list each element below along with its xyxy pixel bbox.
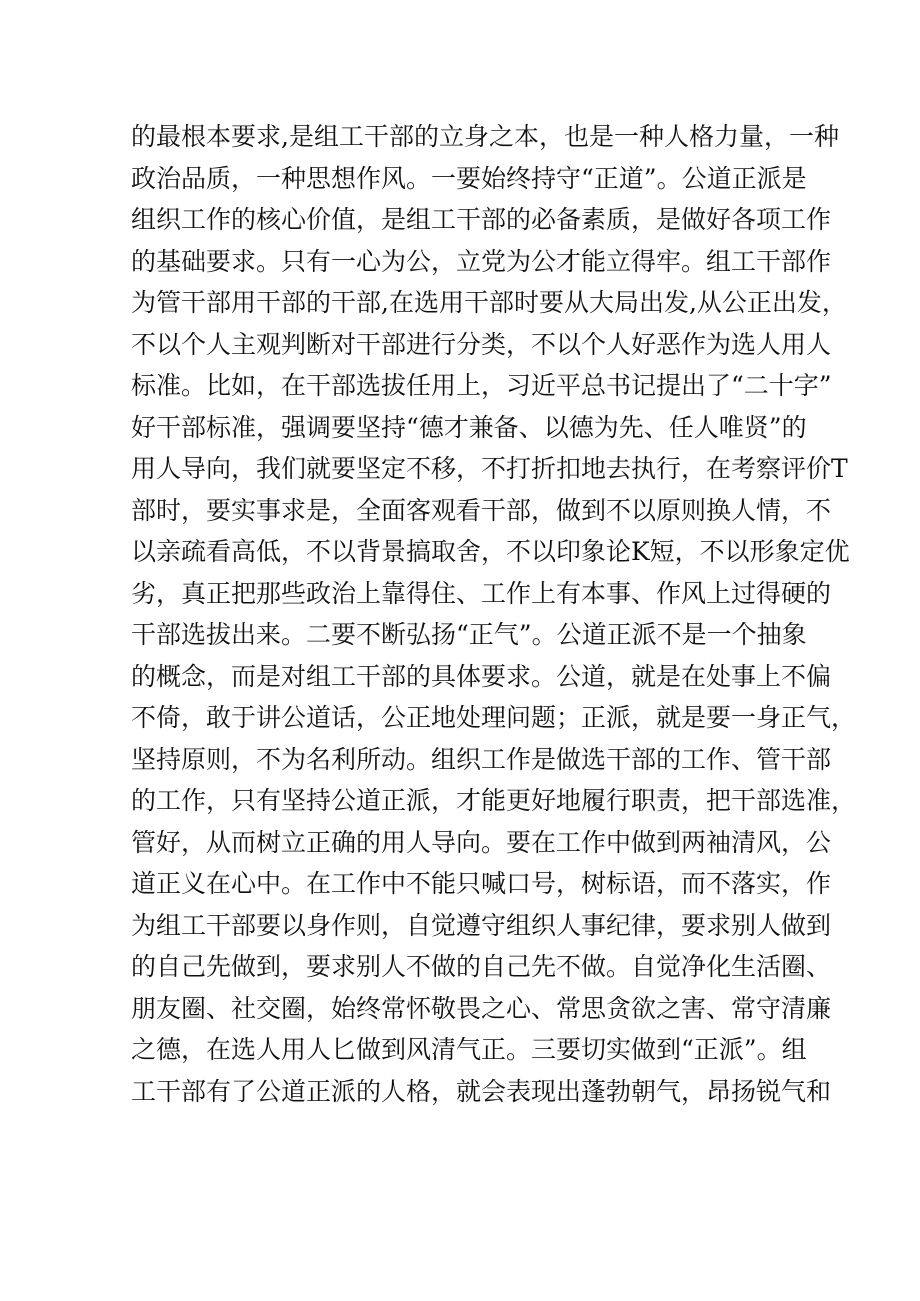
text-line-13: 干部选拔出来。二要不断弘扬“正气”。公道正派不是一个抽象 [131, 620, 807, 649]
text-line-7: 标准。比如，在干部选拔任用上，习近平总书记提出了“二十字” [131, 371, 832, 400]
body-text [131, 116, 857, 1112]
text-line-11: 以亲疏看高低，不以背景搞取舍，不以印象论K短，不以形象定优 [131, 537, 850, 566]
text-line-20: 为组工干部要以身作则，自觉遵守组织人事纪律，要求别人做到 [131, 910, 832, 940]
text-line-16: 坚持原则，不为名利所动。组织工作是做选干部的工作、管干部 [131, 744, 832, 774]
text-line-8: 好干部标准，强调要坚持“德才兼备、以德为先、任人唯贤”的 [131, 412, 807, 442]
text-line-4: 的基础要求。只有一心为公，立党为公才能立得牢。组工干部作 [131, 246, 832, 276]
text-line-2: 政治品质，一种思想作风。一要始终持守“正道”。公道正派是 [131, 163, 807, 193]
text-line-1: 的最根本要求,是组工干部的立身之本，也是一种人格力量，一种 [131, 122, 839, 151]
text-line-12: 劣，真正把那些政治上靠得住、工作上有本事、作风上过得硬的 [131, 578, 832, 608]
text-line-22: 朋友圈、社交圈，始终常怀敬畏之心、常思贪欲之害、常守清廉 [131, 993, 832, 1023]
text-line-9: 用人导向，我们就要坚定不移，不打折扣地去执行，在考察评价T [131, 454, 848, 483]
text-line-24: 工干部有了公道正派的人格，就会表现出蓬勃朝气，昂扬锐气和 [131, 1076, 832, 1106]
text-line-19: 道正义在心中。在工作中不能只喊口号，树标语，而不落实，作 [131, 869, 832, 898]
text-line-15: 不倚，敢于讲公道话，公正地处理问题；正派，就是要一身正气， [131, 703, 857, 732]
text-line-5: 为管干部用干部的干部,在选用干部时要从大局出发,从公正出发， [131, 288, 847, 317]
text-line-10: 部时，要实事求是，全面客观看干部，做到不以原则换人情，不 [131, 495, 832, 525]
text-line-21: 的自己先做到，要求别人不做的自己先不做。自觉净化生活圈、 [131, 952, 832, 981]
text-line-6: 不以个人主观判断对干部进行分类，不以个人好恶作为选人用人 [131, 329, 832, 359]
text-line-14: 的概念，而是对组工干部的具体要求。公道，就是在处事上不偏 [131, 661, 832, 691]
text-line-17: 的工作，只有坚持公道正派，才能更好地履行职责，把干部选准， [131, 786, 857, 815]
text-line-23: 之德，在选人用人匕做到风清气正。三要切实做到“正派”。组 [131, 1035, 807, 1064]
text-line-3: 组织工作的核心价值，是组工干部的必备素质，是做好各项工作 [131, 205, 832, 234]
text-line-18: 管好，从而树立正确的用人导向。要在工作中做到两袖清风，公 [131, 827, 832, 857]
